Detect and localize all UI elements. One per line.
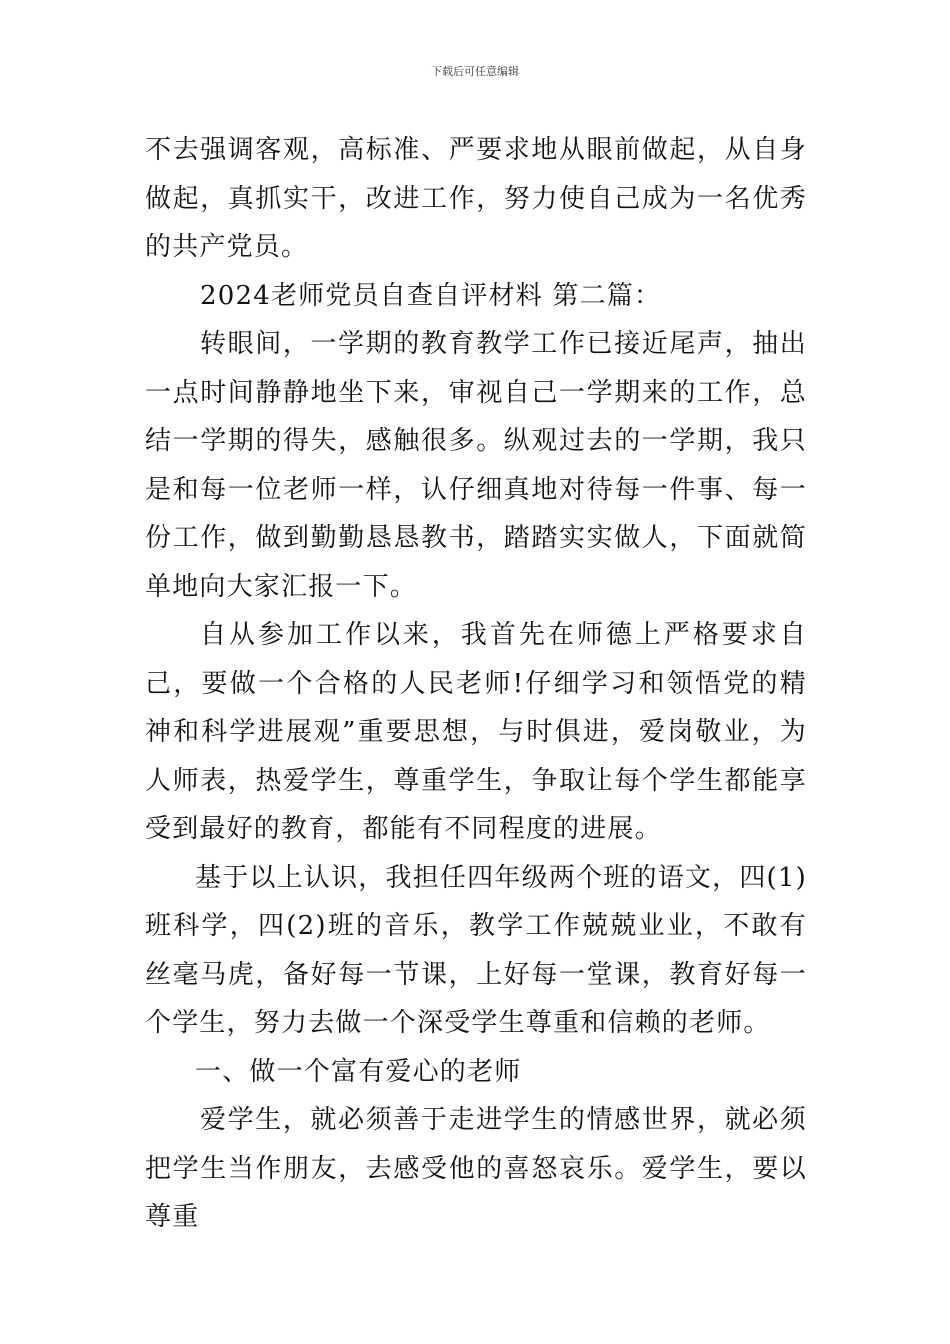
paragraph-ethics: 自从参加工作以来，我首先在师德上严格要求自己，要做一个合格的人民老师!仔细学习和领悟党的精神和科学进展观”重要思想，与时俱进，爱岗敬业，为人师表，热爱学生，尊重学生，争取让每个学生都能享受到最好的教育，都能有不同程度的进展。: [145, 620, 807, 844]
page-header: 下载后可任意编辑: [431, 65, 519, 78]
paragraph-intro: 转眼间，一学期的教育教学工作已接近尾声，抽出一点时间静静地坐下来，审视自己一学期来的工作，总结一学期的得失，感触很多。纵观过去的一学期，我只是和每一位老师一样，认仔细真地对待每一件事、每一份工作，做到勤勤恳恳教书，踏踏实实做人，下面就简单地向大家汇报一下。: [145, 329, 807, 602]
section-title-part-two: 2024老师党员自查自评材料 第二篇：: [200, 280, 662, 311]
paragraph-1: 不去强调客观，高标准、严要求地从眼前做起，从自身做起，真抓实干，改进工作，努力使自己成为一名优秀的共产党员。: [145, 135, 807, 262]
paragraph-love-students: 爱学生，就必须善于走进学生的情感世界，就必须把学生当作朋友，去感受他的喜怒哀乐。爱学生，要以尊重: [145, 1105, 807, 1232]
heading-caring-teacher: 一、做一个富有爱心的老师: [195, 1056, 522, 1087]
document-body: [145, 126, 807, 1242]
paragraph-teaching: 基于以上认识，我担任四年级两个班的语文，四(1)班科学，四(2)班的音乐，教学工作兢兢业业，不敢有丝毫马虎，备好每一节课，上好每一堂课，教育好每一个学生，努力去做一个深受学生尊重和信赖的老师。: [145, 862, 807, 1038]
